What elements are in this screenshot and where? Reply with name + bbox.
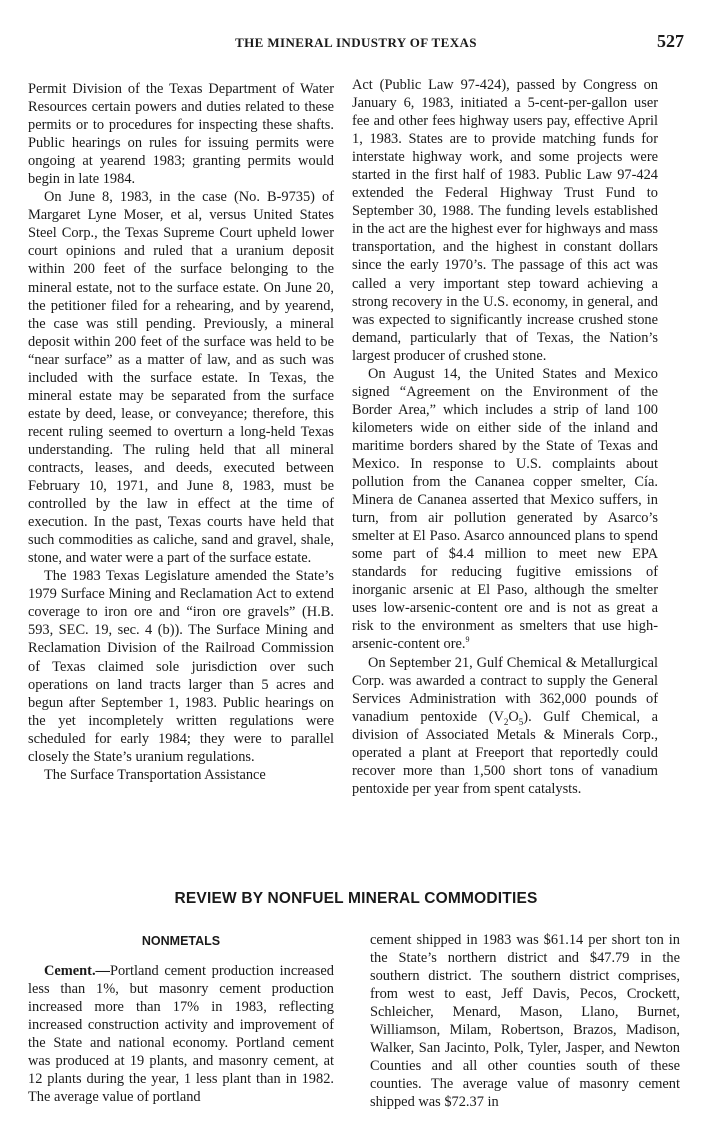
paragraph: The 1983 Texas Legislature amended the State’s 1979 Surface Mining and Reclamation Act to extend coverage to iron ore and “iron ore gravels” (H.B. 593, SEC. 19, sec. 4 (b)). The Surface Mining and Reclamation Division of the Railroad Commission of Texas claimed sole jurisdiction over such operations on land tracts larger than 5 acres and begun after September 1, 1983. Public hearings on the yet incompletely written regulations were scheduled for early 1984; they were to parallel closely the State’s uranium regulations.: [28, 568, 334, 765]
paragraph: [352, 654, 658, 798]
formula-text: O: [508, 708, 519, 725]
left-column-bottom: [28, 962, 334, 1106]
subsection-title: NONMETALS: [141, 934, 221, 948]
paragraph: [28, 962, 334, 1106]
paragraph: Permit Division of the Texas Department of Water Resources certain powers and duties related to these permits or to procedures for inspecting these shafts. Public hearings on rules for issuing permits were ongoing at yearend 1983; granting permits would begin in late 1984.: [28, 81, 334, 188]
paragraph: cement shipped in 1983 was $61.14 per short ton in the State’s northern district and $47.79 in the southern district. The southern district comprises, from west to east, Jeff Davis, Pecos, Crockett, Schleicher, Menard, Mason, Llano, Burnet, Williamson, Milam, Robertson, Brazos, Madison, Walker, San Jacinto, Polk, Tyler, Jasper, and Newton Counties and all other counties south of these counties. The average value of masonry cement shipped was $72.37 in: [370, 932, 680, 1111]
footnote-marker: 9: [465, 635, 470, 645]
run-in-heading: Cement.—: [44, 963, 110, 979]
paragraph-text: ). Gulf Chemical, a division of Associated Metals & Minerals Corp., operated a plant at Freeport that reportedly could recover more than 1,500 short tons of vanadium pentoxide per year from spent catalysts.: [352, 708, 658, 797]
page-number: 527: [657, 31, 684, 51]
paragraph-text: On August 14, the United States and Mexico signed “Agreement on the Environment of the Border Area,” which includes a strip of land 100 kilometers wide on either side of the inland and maritime borders shared by the State of Texas and Mexico. In response to U.S. complaints about pollution from the Cananea copper smelter, Cía. Minera de Cananea asserted that Mexico suffers, in turn, from air pollution generated by Asarco’s smelter at El Paso. Asarco announced plans to spend some part of $4.4 million to meet new EPA standards for reducing fugitive emissions of inorganic arsenic at El Paso, although the smelter uses low-arsenic-content ore and is not as great a risk to the environment as smelters that use high-arsenic-content ore.: [352, 365, 658, 653]
paragraph: [352, 365, 658, 654]
section-title: REVIEW BY NONFUEL MINERAL COMMODITIES: [174, 890, 538, 907]
paragraph: The Surface Transportation Assistance: [44, 766, 266, 783]
right-column-bottom: [370, 931, 680, 1111]
right-column-top: [352, 76, 658, 798]
paragraph: Act (Public Law 97-424), passed by Congress on January 6, 1983, initiated a 5-cent-per-gallon user fee and other fees highway users pay, effective April 1, 1983. States are to provide matching funds for interstate highway work, and some projects were started in the first half of 1983. Public Law 97-424 extended the Federal Highway Trust Fund to September 30, 1988. The funding levels established in the act are the highest ever for highways and mass transportation, and the highest in constant dollars since the early 1970’s. The passage of this act was called a very important step toward achieving a strong recovery in the U.S. economy, in general, and was expected to significantly increase crushed stone demand, particularly that of Texas, the Nation’s largest producer of crushed stone.: [352, 77, 658, 364]
paragraph-text: Portland cement production increased less than 1%, but masonry cement production increased more than 17% in 1983, reflecting increased construction activity and improvement of the State and national economy. Portland cement was produced at 19 plants, and masonry cement, at 12 plants during the year, 1 less plant than in 1982. The average value of portland: [28, 963, 334, 1106]
subscript: 2: [503, 716, 509, 727]
left-column-top: [28, 80, 334, 784]
subscript: 5: [518, 716, 524, 727]
paragraph: On June 8, 1983, in the case (No. B-9735) of Margaret Lyne Moser, et al, versus United States Steel Corp., the Texas Supreme Court upheld lower court opinions and ruled that a uranium deposit within 200 feet of the surface belonging to the mineral estate, not to the surface estate. On June 20, the petitioner filed for a rehearing, and by yearend, the case was still pending. Previously, a mineral deposit within 200 feet of the surface was held to be “near surface” as a matter of law, and as such was included with the surface estate. In Texas, the mineral estate may be separated from the surface estate by deed, lease, or conveyance; therefore, this recent ruling seemed to overturn a long-held Texas understanding. The ruling held that all mineral contracts, leases, and deeds, executed between February 10, 1971, and June 8, 1983, must be controlled by the law in effect at the time of execution. In the past, Texas courts have held that such commodities as caliche, sand and gravel, shale, stone, and water were a part of the surface estate.: [28, 189, 334, 567]
running-header: THE MINERAL INDUSTRY OF TEXAS: [235, 35, 477, 50]
paragraph-text: On September 21, Gulf Chemical & Metallurgical Corp. was awarded a contract to supply the General Services Administration with 362,000 pounds of vanadium pentoxide (V: [352, 654, 658, 725]
